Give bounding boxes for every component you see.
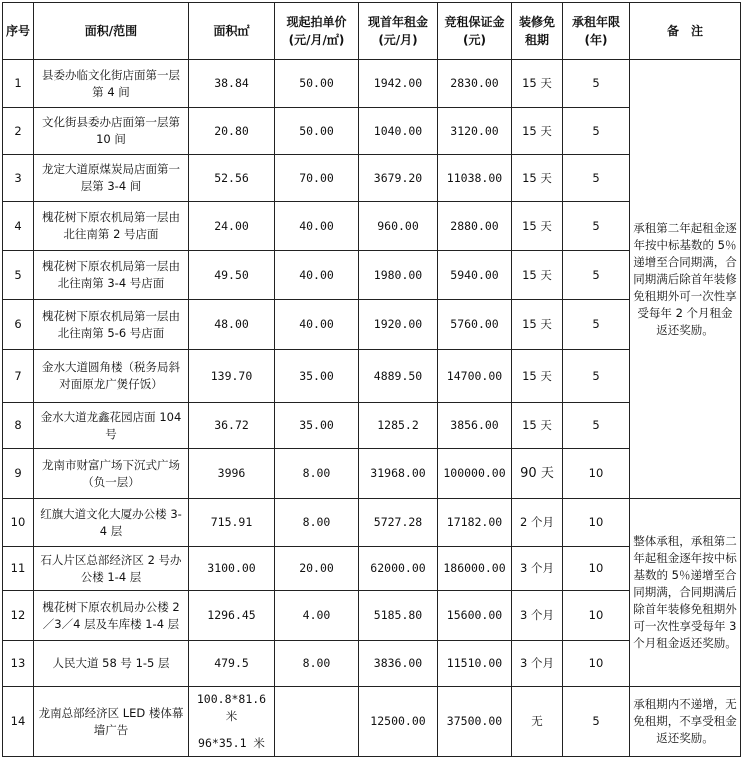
cell-price: 50.00 — [275, 60, 359, 108]
cell-years: 5 — [563, 300, 630, 350]
cell-deposit: 17182.00 — [438, 499, 512, 547]
cell-price: 8.00 — [275, 499, 359, 547]
cell-deposit: 100000.00 — [438, 449, 512, 499]
cell-area: 3100.00 — [189, 547, 275, 591]
cell-seq: 4 — [3, 202, 34, 251]
cell-rent: 3679.20 — [359, 155, 438, 202]
cell-seq: 10 — [3, 499, 34, 547]
cell-area: 715.91 — [189, 499, 275, 547]
cell-name: 红旗大道文化大厦办公楼 3-4 层 — [34, 499, 189, 547]
cell-rent: 12500.00 — [359, 687, 438, 757]
cell-price: 20.00 — [275, 547, 359, 591]
header-start-price: 现起拍单价(元/月/㎡) — [275, 3, 359, 60]
cell-name: 龙南总部经济区 LED 楼体幕墙广告 — [34, 687, 189, 757]
cell-price — [275, 687, 359, 757]
cell-free: 15 天 — [512, 155, 563, 202]
cell-name: 金水大道龙鑫花园店面 104 号 — [34, 403, 189, 449]
header-free-period: 装修免租期 — [512, 3, 563, 60]
cell-price: 8.00 — [275, 449, 359, 499]
cell-years: 10 — [563, 641, 630, 687]
cell-price: 40.00 — [275, 202, 359, 251]
cell-seq: 12 — [3, 591, 34, 641]
cell-area: 38.84 — [189, 60, 275, 108]
cell-name: 槐花树下原农机局第一层由北往南第 3-4 号店面 — [34, 251, 189, 300]
cell-years: 10 — [563, 591, 630, 641]
cell-area: 36.72 — [189, 403, 275, 449]
cell-area: 48.00 — [189, 300, 275, 350]
cell-area: 479.5 — [189, 641, 275, 687]
cell-deposit: 14700.00 — [438, 350, 512, 403]
header-row — [3, 3, 741, 60]
cell-price: 40.00 — [275, 251, 359, 300]
header-area-sqm: 面积㎡ — [189, 3, 275, 60]
lease-table — [2, 2, 741, 757]
cell-free: 3 个月 — [512, 591, 563, 641]
cell-rent: 5727.28 — [359, 499, 438, 547]
cell-years: 5 — [563, 687, 630, 757]
cell-seq: 8 — [3, 403, 34, 449]
cell-area: 49.50 — [189, 251, 275, 300]
cell-free: 15 天 — [512, 108, 563, 155]
cell-name: 龙定大道原煤炭局店面第一层第 3-4 间 — [34, 155, 189, 202]
cell-seq: 13 — [3, 641, 34, 687]
cell-years: 5 — [563, 108, 630, 155]
cell-rent: 960.00 — [359, 202, 438, 251]
cell-free: 3 个月 — [512, 641, 563, 687]
cell-years: 10 — [563, 547, 630, 591]
remarks-group-1: 承租第二年起租金逐年按中标基数的 5％递增至合同期满，合同期满后除首年装修免租期外可一次性享受每年 2 个月租金返还奖励。 — [630, 60, 741, 499]
cell-name: 龙南市财富广场下沉式广场（负一层） — [34, 449, 189, 499]
cell-name: 金水大道圆角楼（税务局斜对面原龙广煲仔饭） — [34, 350, 189, 403]
table-row — [3, 499, 741, 547]
cell-seq: 9 — [3, 449, 34, 499]
cell-deposit: 2880.00 — [438, 202, 512, 251]
cell-seq: 7 — [3, 350, 34, 403]
cell-area — [189, 687, 275, 757]
cell-deposit: 3120.00 — [438, 108, 512, 155]
cell-deposit: 2830.00 — [438, 60, 512, 108]
cell-price: 40.00 — [275, 300, 359, 350]
cell-free: 无 — [512, 687, 563, 757]
cell-name: 石人片区总部经济区 2 号办公楼 1-4 层 — [34, 547, 189, 591]
cell-rent: 62000.00 — [359, 547, 438, 591]
header-lease-years: 承租年限(年) — [563, 3, 630, 60]
cell-rent: 4889.50 — [359, 350, 438, 403]
cell-area-line-1: 100.8*81.6 米 — [196, 692, 267, 723]
cell-area: 3996 — [189, 449, 275, 499]
cell-price: 8.00 — [275, 641, 359, 687]
cell-rent: 1285.2 — [359, 403, 438, 449]
cell-years: 5 — [563, 60, 630, 108]
table-row — [3, 60, 741, 108]
remarks-group-3: 承租期内不递增，无免租期，不享受租金返还奖励。 — [630, 687, 741, 757]
cell-deposit: 186000.00 — [438, 547, 512, 591]
cell-years: 5 — [563, 251, 630, 300]
cell-years: 10 — [563, 449, 630, 499]
cell-deposit: 15600.00 — [438, 591, 512, 641]
cell-free: 15 天 — [512, 60, 563, 108]
cell-price: 50.00 — [275, 108, 359, 155]
cell-rent: 1040.00 — [359, 108, 438, 155]
cell-years: 10 — [563, 499, 630, 547]
cell-deposit: 11038.00 — [438, 155, 512, 202]
cell-rent: 3836.00 — [359, 641, 438, 687]
cell-years: 5 — [563, 350, 630, 403]
header-first-rent: 现首年租金(元/月) — [359, 3, 438, 60]
cell-seq: 11 — [3, 547, 34, 591]
cell-seq: 2 — [3, 108, 34, 155]
cell-area: 20.80 — [189, 108, 275, 155]
cell-area-line-2: 96*35.1 米 — [198, 736, 265, 750]
cell-name: 槐花树下原农机局办公楼 2／3／4 层及车库楼 1-4 层 — [34, 591, 189, 641]
cell-price: 35.00 — [275, 350, 359, 403]
cell-free: 15 天 — [512, 251, 563, 300]
table-row — [3, 687, 741, 757]
cell-price: 4.00 — [275, 591, 359, 641]
cell-price: 35.00 — [275, 403, 359, 449]
cell-rent: 1920.00 — [359, 300, 438, 350]
cell-seq: 5 — [3, 251, 34, 300]
cell-seq: 14 — [3, 687, 34, 757]
cell-free: 90 天 — [512, 449, 563, 499]
cell-years: 5 — [563, 155, 630, 202]
cell-deposit: 5760.00 — [438, 300, 512, 350]
cell-years: 5 — [563, 202, 630, 251]
cell-seq: 6 — [3, 300, 34, 350]
cell-rent: 1942.00 — [359, 60, 438, 108]
header-deposit: 竞租保证金(元) — [438, 3, 512, 60]
cell-rent: 5185.80 — [359, 591, 438, 641]
cell-area: 139.70 — [189, 350, 275, 403]
cell-name: 文化街县委办店面第一层第 10 间 — [34, 108, 189, 155]
cell-deposit: 5940.00 — [438, 251, 512, 300]
cell-seq: 3 — [3, 155, 34, 202]
cell-area: 24.00 — [189, 202, 275, 251]
cell-area: 52.56 — [189, 155, 275, 202]
cell-free: 15 天 — [512, 350, 563, 403]
cell-free: 2 个月 — [512, 499, 563, 547]
header-remarks: 备 注 — [630, 3, 741, 60]
cell-deposit: 3856.00 — [438, 403, 512, 449]
cell-free: 15 天 — [512, 202, 563, 251]
header-seq: 序号 — [3, 3, 34, 60]
remarks-group-2: 整体承租，承租第二年起租金逐年按中标基数的 5％递增至合同期满，合同期满后除首年装修免租期外可一次性享受每年 3 个月租金返还奖励。 — [630, 499, 741, 687]
cell-area: 1296.45 — [189, 591, 275, 641]
cell-name: 槐花树下原农机局第一层由北往南第 5-6 号店面 — [34, 300, 189, 350]
cell-free: 15 天 — [512, 403, 563, 449]
cell-deposit: 37500.00 — [438, 687, 512, 757]
cell-name: 县委办临文化街店面第一层第 4 间 — [34, 60, 189, 108]
cell-name: 槐花树下原农机局第一层由北往南第 2 号店面 — [34, 202, 189, 251]
cell-name: 人民大道 58 号 1-5 层 — [34, 641, 189, 687]
cell-rent: 1980.00 — [359, 251, 438, 300]
cell-years: 5 — [563, 403, 630, 449]
header-area-scope: 面积/范围 — [34, 3, 189, 60]
cell-deposit: 11510.00 — [438, 641, 512, 687]
cell-price: 70.00 — [275, 155, 359, 202]
cell-free: 15 天 — [512, 300, 563, 350]
cell-rent: 31968.00 — [359, 449, 438, 499]
cell-seq: 1 — [3, 60, 34, 108]
cell-free: 3 个月 — [512, 547, 563, 591]
